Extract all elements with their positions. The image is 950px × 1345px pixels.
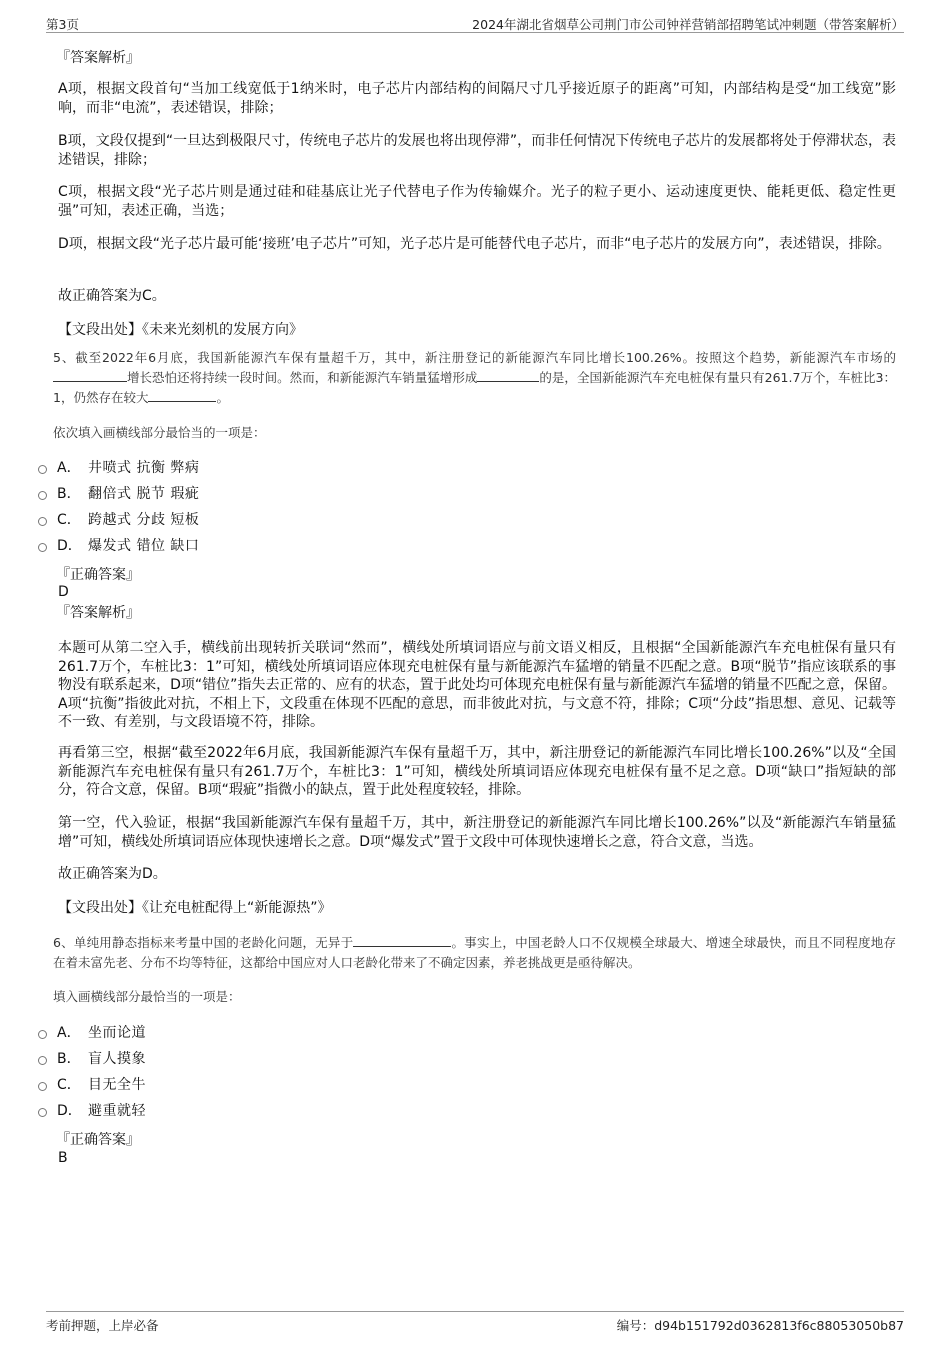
q6-answer-label: 『正确答案』 bbox=[56, 1132, 140, 1148]
q6-option-c[interactable]: C． 目无全牛 bbox=[0, 1072, 400, 1098]
q5-conclusion: 故正确答案为D。 bbox=[58, 866, 167, 882]
q5-analysis-p1: 本题可从第二空入手，横线前出现转折关联词“然而”，横线处所填词语应与前文语义相反，且根据“全国新能源汽车充电桩保有量只有261.7万个，车桩比3：1”可知，横线处所填词语应体现充电桩保有量与新能源汽车猛增的销量不匹配之意。B项“脱节”指应该联系的事物没有联系起来，D项“错位”指失去正常的、应有的状态，置于此处均可体现充电桩保有量与新能源汽车猛增的销量不匹配之意，保留。A项“抗衡”指彼此对抗，不相上下，文段重在体现不匹配的意思，而非彼此对抗，与文意不符，排除；C项“分歧”指思想、意见、记载等不一致、有差别，与文段语境不符，排除。 bbox=[58, 640, 896, 730]
radio-icon[interactable] bbox=[38, 491, 47, 500]
q4-analysis-label: 『答案解析』 bbox=[56, 50, 140, 66]
q5-blank-2 bbox=[477, 369, 539, 382]
q5-blank-1 bbox=[53, 369, 127, 382]
q4-analysis-c: C项，根据文段“光子芯片则是通过硅和硅基底让光子代替电子作为传输媒介。光子的粒子更小、运动速度更快、能耗更低、稳定性更强”可知，表述正确，当选； bbox=[58, 184, 896, 219]
q5-option-a[interactable]: A． 井喷式 抗衡 弊病 bbox=[0, 455, 400, 481]
q5-analysis-label: 『答案解析』 bbox=[56, 605, 140, 621]
radio-icon[interactable] bbox=[38, 1108, 47, 1117]
q6-option-b[interactable]: B． 盲人摸象 bbox=[0, 1046, 400, 1072]
document-id: 编号：d94b151792d0362813f6c88053050b87 bbox=[616, 1318, 904, 1333]
page-header bbox=[46, 12, 904, 33]
q5-stem-part4: 。 bbox=[216, 390, 229, 405]
q6-answer: B bbox=[58, 1150, 68, 1166]
q6-stem bbox=[53, 933, 896, 973]
q5-source: 【文段出处】《让充电桩配得上“新能源热”》 bbox=[58, 900, 332, 916]
q5-analysis-p2: 再看第三空，根据“截至2022年6月底，我国新能源汽车保有量超千万，其中，新注册登记的新能源汽车同比增长100.26%”以及“全国新能源汽车充电桩保有量只有261.7万个，车桩比3：1”可知，横线处所填词语应体现充电桩保有量不足之意。D项“缺口”指短缺的部分，符合文意，保留。B项“瑕疵”指微小的缺点，置于此处程度较轻，排除。 bbox=[58, 745, 896, 798]
q5-option-d[interactable]: D． 爆发式 错位 缺口 bbox=[0, 533, 400, 559]
page-number: 第3页 bbox=[46, 17, 79, 32]
radio-icon[interactable] bbox=[38, 1030, 47, 1039]
q6-options bbox=[0, 1020, 400, 1124]
q4-analysis-a: A项，根据文段首句“当加工线宽低于1纳米时，电子芯片内部结构的间隔尺寸几乎接近原子的距离”可知，内部结构是受“加工线宽”影响，而非“电流”，表述错误，排除； bbox=[58, 81, 896, 116]
q5-answer: D bbox=[58, 584, 69, 600]
q5-option-c[interactable]: C． 跨越式 分歧 短板 bbox=[0, 507, 400, 533]
q6-stem-part2: 。事实上，中国老龄人口不仅规模全球最大、增速全球最快，而且不同程度地存在着未富先老、分布不均等特征，这都给中国应对人口老龄化带来了不确定因素，养老挑战更是亟待解决。 bbox=[53, 935, 896, 970]
q4-analysis-d: D项，根据文段“光子芯片最可能‘接班’电子芯片”可知，光子芯片是可能替代电子芯片，而非“电子芯片的发展方向”，表述错误，排除。 bbox=[58, 236, 891, 252]
q6-stem-part1: 6、单纯用静态指标来考量中国的老龄化问题，无异于 bbox=[53, 935, 354, 950]
q6-option-d[interactable]: D． 避重就轻 bbox=[0, 1098, 400, 1124]
q5-stem-part1: 5、截至2022年6月底，我国新能源汽车保有量超千万，其中，新注册登记的新能源汽车同比增长100.26%。按照这个趋势，新能源汽车市场的 bbox=[53, 350, 896, 365]
q4-conclusion: 故正确答案为C。 bbox=[58, 288, 166, 304]
q4-source: 【文段出处】《未来光刻机的发展方向》 bbox=[58, 322, 303, 338]
q4-analysis-b: B项，文段仅提到“一旦达到极限尺寸，传统电子芯片的发展也将出现停滞”，而非任何情况下传统电子芯片的发展都将处于停滞状态，表述错误，排除； bbox=[58, 133, 896, 168]
q5-option-b[interactable]: B． 翻倍式 脱节 瑕疵 bbox=[0, 481, 400, 507]
q5-options bbox=[0, 455, 400, 559]
document-title: 2024年湖北省烟草公司荆门市公司钟祥营销部招聘笔试冲刺题（带答案解析） bbox=[472, 17, 904, 32]
radio-icon[interactable] bbox=[38, 465, 47, 474]
radio-icon[interactable] bbox=[38, 1056, 47, 1065]
footer-slogan: 考前押题，上岸必备 bbox=[46, 1318, 159, 1333]
page-footer bbox=[46, 1311, 904, 1334]
radio-icon[interactable] bbox=[38, 543, 47, 552]
q5-prompt: 依次填入画横线部分最恰当的一项是： bbox=[53, 425, 266, 440]
q5-stem-part3: 的是，全国新能源汽车充电桩保有量只有261.7万个，车桩比3：1，仍然存在较大 bbox=[53, 370, 896, 405]
q6-option-a[interactable]: A． 坐而论道 bbox=[0, 1020, 400, 1046]
q6-blank bbox=[353, 934, 451, 947]
radio-icon[interactable] bbox=[38, 1082, 47, 1091]
radio-icon[interactable] bbox=[38, 517, 47, 526]
q5-blank-3 bbox=[148, 389, 216, 402]
q5-stem bbox=[53, 348, 896, 408]
q5-answer-label: 『正确答案』 bbox=[56, 567, 140, 583]
q6-prompt: 填入画横线部分最恰当的一项是： bbox=[53, 989, 241, 1004]
q5-stem-part2: 增长恐怕还将持续一段时间。然而，和新能源汽车销量猛增形成 bbox=[127, 370, 478, 385]
q5-analysis-p3: 第一空，代入验证，根据“我国新能源汽车保有量超千万，其中，新注册登记的新能源汽车同比增长100.26%”以及“新能源汽车销量猛增”可知，横线处所填词语应体现快速增长之意。D项“爆发式”置于文段中可体现快速增长之意，符合文意，当选。 bbox=[58, 815, 896, 850]
